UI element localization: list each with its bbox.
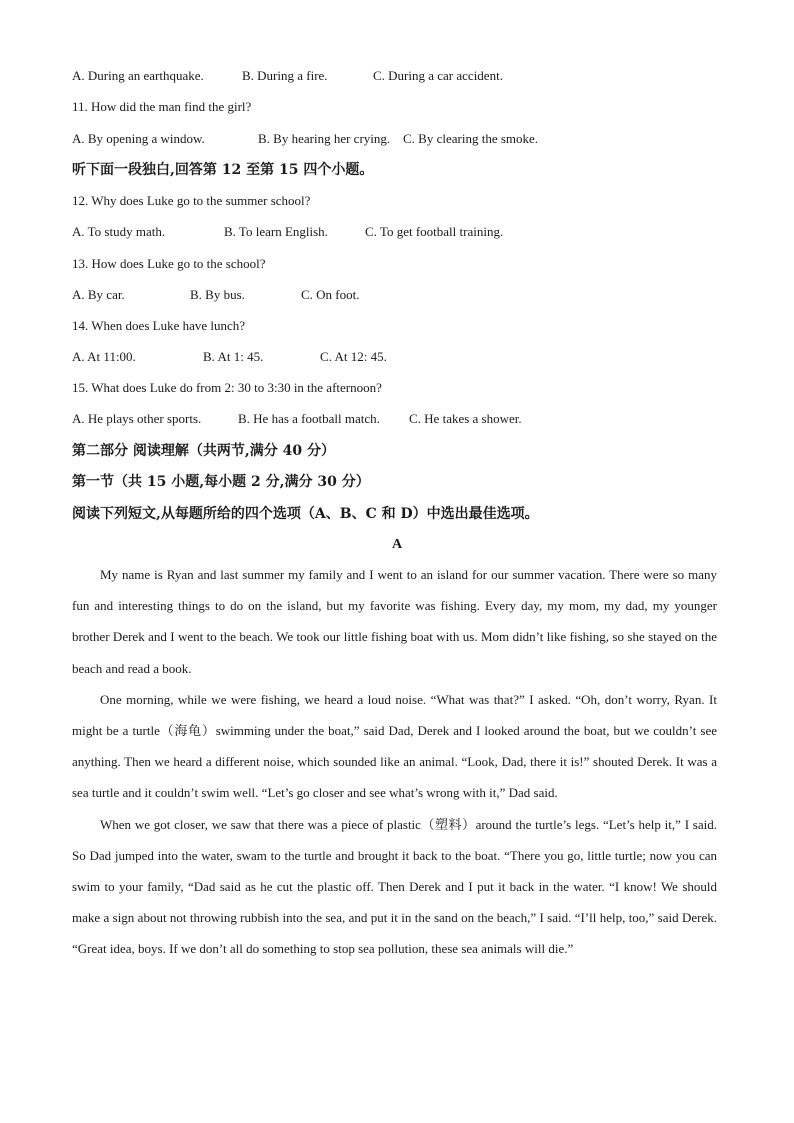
q10-option-a: A. During an earthquake.	[72, 68, 204, 83]
q15-option-b: B. He has a football match.	[238, 411, 380, 426]
part2-heading: 第二部分 阅读理解（共两节,满分 40 分）	[72, 443, 335, 459]
q12-option-c: C. To get football training.	[365, 224, 504, 239]
q13-option-b: B. By bus.	[190, 287, 245, 302]
section-monologue-heading: 听下面一段独白,回答第 12 至第 15 四个小题。	[72, 162, 374, 178]
passage-paragraph-3: When we got closer, we saw that there was a piece of plastic（塑料）around the turtle’s legs. “Let’s help it,” I said. So Dad jumped into the water, swam to the turtle and brought it back to the boat. “There you go, little turtle; now you can swim to your family, “Dad said as he cut the plastic off. Then Derek and I put it back in the water. “I know! We should make a sign about not throwing rubbish into the sea, and put it in the sand on the beach,” I said. “I’ll help, too,” said Derek. “Great idea, boys. If we don’t all do something to stop sea pollution, these sea animals will die.”	[72, 816, 717, 957]
q12-option-a: A. To study math.	[72, 224, 166, 239]
q12-option-b: B. To learn English.	[224, 224, 328, 239]
q10-option-c: C. During a car accident.	[373, 68, 503, 83]
q13-question: 13. How does Luke go to the school?	[72, 256, 266, 271]
q11-question: 11. How did the man find the girl?	[72, 99, 252, 114]
passage-title: A	[391, 537, 403, 552]
q11-option-b: B. By hearing her crying.	[258, 131, 391, 146]
q11-option-c: C. By clearing the smoke.	[403, 131, 539, 146]
q14-option-a: A. At 11:00.	[72, 349, 136, 364]
q11-option-a: A. By opening a window.	[72, 131, 205, 146]
q14-options	[72, 349, 387, 365]
section1-heading: 第一节（共 15 小题,每小题 2 分,满分 30 分）	[72, 474, 370, 490]
q10-option-b: B. During a fire.	[242, 68, 328, 83]
q12-question: 12. Why does Luke go to the summer school?	[72, 193, 311, 208]
passage-paragraph-1: My name is Ryan and last summer my family and I went to an island for our summer vacation. There were so many fun and interesting things to do on the island, but my favorite was fishing. Every day, my mom, my dad, my younger brother Derek and I went to the beach. We took our little fishing boat with us. Mom didn’t like fishing, so she stayed on the beach and read a book.	[72, 567, 717, 676]
q15-option-a: A. He plays other sports.	[72, 411, 202, 426]
q15-options	[72, 411, 522, 427]
q14-option-c: C. At 12: 45.	[320, 349, 387, 364]
q11-options	[72, 131, 538, 147]
passage-body	[0, 559, 794, 965]
q12-options	[72, 224, 503, 240]
q15-question: 15. What does Luke do from 2: 30 to 3:30 in the afternoon?	[72, 380, 382, 395]
passage-paragraph-2: One morning, while we were fishing, we heard a loud noise. “What was that?” I asked. “Oh, don’t worry, Ryan. It might be a turtle（海龟）swimming under the boat,” said Dad, Derek and I looked around the boat, but we couldn’t see anything. Then we heard a different noise, which sounded like an animal. “Look, Dad, there it is!” shouted Derek. It was a sea turtle and it couldn’t swim well. “Let’s go closer and see what’s wrong with it,” Dad said.	[72, 691, 717, 801]
q14-option-b: B. At 1: 45.	[203, 349, 264, 364]
q10-options	[72, 68, 503, 84]
q13-option-a: A. By car.	[72, 287, 125, 302]
instruction-text: 阅读下列短文,从每题所给的四个选项（A、B、C 和 D）中选出最佳选项。	[72, 506, 539, 522]
q13-options	[72, 287, 360, 303]
q13-option-c: C. On foot.	[301, 287, 360, 302]
q14-question: 14. When does Luke have lunch?	[72, 318, 246, 333]
q15-option-c: C. He takes a shower.	[409, 411, 522, 426]
